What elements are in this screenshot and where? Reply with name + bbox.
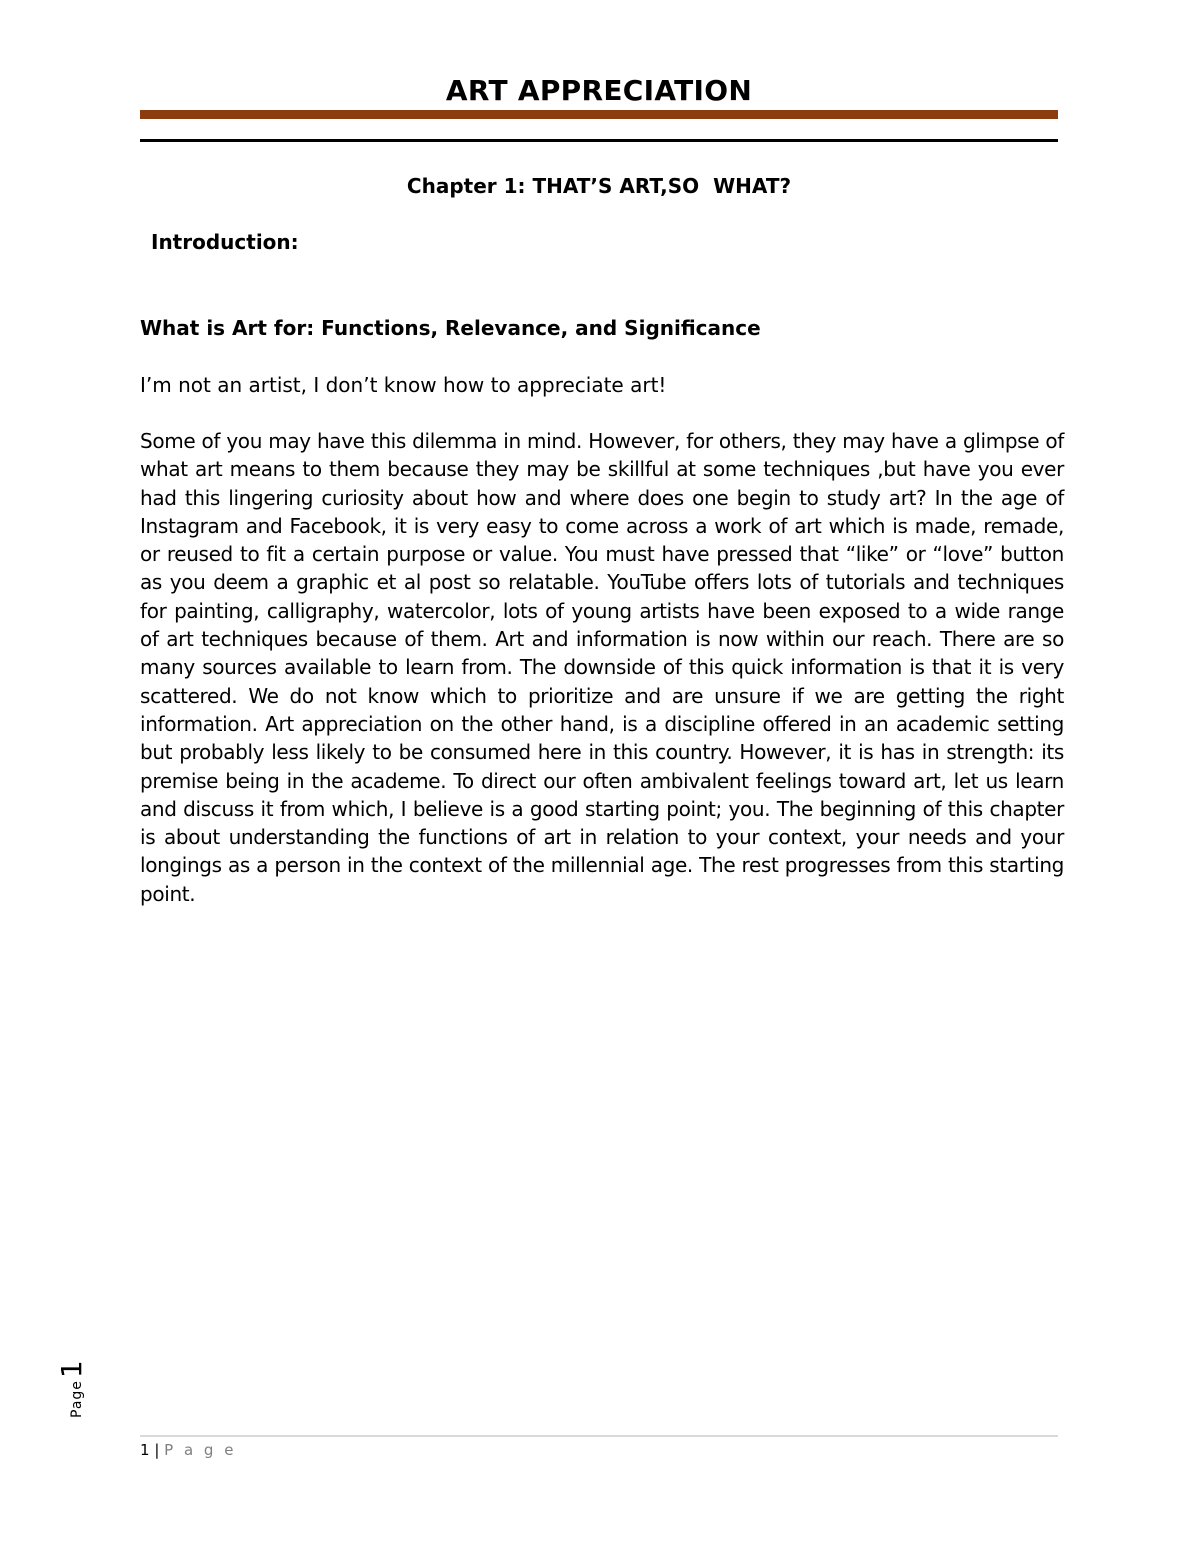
margin-page-word: Page (69, 1380, 85, 1418)
document-header-title: ART APPRECIATION (445, 74, 753, 107)
section-heading: What is Art for: Functions, Relevance, and Significance (140, 316, 761, 340)
footer-page-number: 1 (140, 1441, 150, 1459)
footer-rule (140, 1435, 1058, 1437)
body-paragraph: Some of you may have this dilemma in mind. However, for others, they may have a glimpse of what art means to them because they may be skillful at some techniques ,but have you ever had this lingering curiosity about how and where does one begin to study art? In the age of Instagram and Facebook, it is very easy to come across a work of art which is made, remade, or reused to fit a certain purpose or value. You must have pressed that “like” or “love” button as you deem a graphic et al post so relatable. YouTube offers lots of tutorials and techniques for painting, calligraphy, watercolor, lots of young artists have been exposed to a wide range of art techniques because of them. Art and information is now within our reach. There are so many sources available to learn from. The downside of this quick information is that it is very scattered. We do not know which to prioritize and are unsure if we are getting the right information. Art appreciation on the other hand, is a discipline offered in an academic setting but probably less likely to be consumed here in this country. However, it is has in strength: its premise being in the academe. To direct our often ambivalent feelings toward art, let us learn and discuss it from which, I believe is a good starting point; you. The beginning of this chapter is about understanding the functions of art in relation to your context, your needs and your longings as a person in the context of the millennial age. The rest progresses from this starting point. (140, 429, 1064, 906)
margin-page-number: 1 (55, 1360, 88, 1379)
page-footer (140, 1440, 236, 1460)
header-rule-thick (140, 110, 1058, 119)
header-rule-thin (140, 139, 1058, 142)
footer-page-label: P a g e (164, 1441, 237, 1459)
chapter-title: Chapter 1: THAT’S ART,SO WHAT? (406, 174, 792, 198)
lead-sentence: I’m not an artist, I don’t know how to appreciate art! (140, 373, 667, 397)
footer-separator: | (149, 1441, 165, 1459)
margin-page-label (55, 1358, 98, 1418)
introduction-heading: Introduction: (151, 230, 299, 254)
